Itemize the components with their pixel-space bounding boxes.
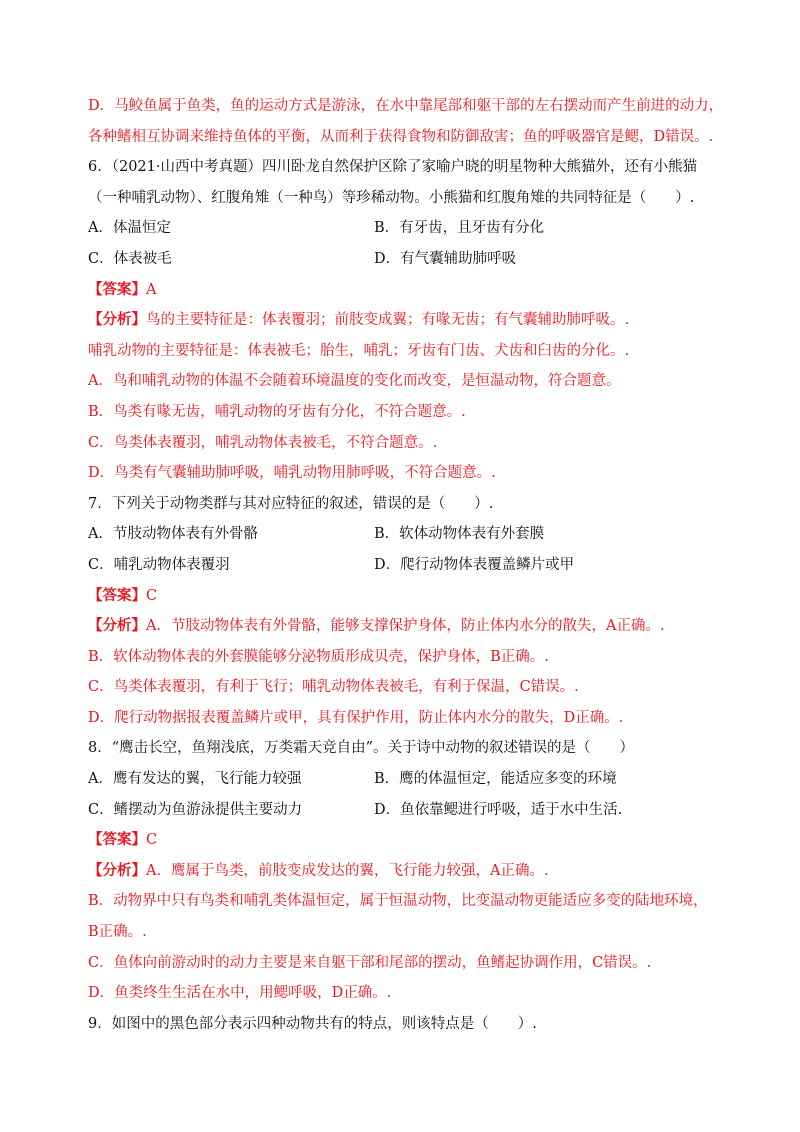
analysis-text: A．节肢动物体表有外骨骼，能够支撑保护身体，防止体内水分的散失，A正确。.	[146, 618, 665, 635]
q6-option-a: A．体温恒定	[88, 220, 171, 237]
answer-value: A	[146, 281, 157, 298]
q6-analysis-line	[88, 305, 730, 336]
q6-analysis-line: 哺乳动物的主要特征是：体表被毛；胎生，哺乳；牙齿有门齿、犬齿和臼齿的分化。.	[88, 342, 630, 359]
q6-option-b: B．有牙齿，且牙齿有分化	[374, 220, 545, 237]
q7-option-b: B．软体动物体表有外套膜	[374, 526, 545, 543]
q5-analysis-line: D．马鲛鱼属于鱼类，鱼的运动方式是游泳，在水中靠尾部和躯干部的左右摆动而产生前进的动力，	[88, 98, 724, 114]
q8-analysis-line: B．动物界中只有鸟类和哺乳类体温恒定，属于恒温动物，比变温动物更能适应多变的陆地环境，	[88, 893, 708, 910]
q9-stem: 9．如图中的黑色部分表示四种动物共有的特点，则该特点是（ ）.	[88, 1015, 537, 1032]
q8-options-row	[88, 795, 730, 826]
answer-label: 【答案】	[88, 280, 146, 298]
q8-answer	[88, 825, 730, 856]
q7-option-c: C．哺乳动物体表覆羽	[88, 556, 230, 573]
q6-option-c: C．体表被毛	[88, 250, 172, 267]
q6-options-row	[88, 244, 730, 275]
q8-analysis-line: B正确。.	[88, 924, 147, 941]
q7-analysis-line: B．软体动物体表的外套膜能够分泌物质形成贝壳，保护身体，B正确。.	[88, 648, 549, 665]
q6-option-d: D．有气囊辅助肺呼吸	[374, 250, 517, 267]
q8-option-d: D．鱼依靠鳃进行呼吸，适于水中生活.	[374, 801, 623, 818]
q8-analysis-line: D．鱼类终生生活在水中，用鳃呼吸，D正确。.	[88, 985, 392, 1002]
q8-option-c: C．鳍摆动为鱼游泳提供主要动力	[88, 801, 303, 818]
analysis-text: 鸟的主要特征是：体表覆羽；前肢变成翼；有喙无齿；有气囊辅助肺呼吸。.	[146, 312, 630, 329]
q7-analysis-line: C．鸟类体表覆羽，有利于飞行；哺乳动物体表被毛，有利于保温，C错误。.	[88, 679, 579, 696]
analysis-label: 【分析】	[88, 861, 146, 879]
q6-options-row	[88, 213, 730, 244]
answer-label: 【答案】	[88, 831, 146, 849]
q6-stem: 6．（2021·山西中考真题）四川卧龙自然保护区除了家喻户晓的明星物种大熊猫外，还有小熊猫	[88, 159, 697, 176]
q8-analysis-line	[88, 856, 730, 887]
q8-analysis-line: C．鱼体向前游动时的动力主要是来自躯干部和尾部的摆动，鱼鳍起协调作用，C错误。.	[88, 954, 652, 971]
q7-analysis-line	[88, 611, 730, 642]
answer-value: C	[146, 832, 158, 849]
q6-answer	[88, 275, 730, 306]
q7-stem: 7．下列关于动物类群与其对应特征的叙述，错误的是（ ）.	[88, 495, 494, 512]
analysis-label: 【分析】	[88, 311, 146, 329]
q8-option-b: B．鹰的体温恒定，能适应多变的环境	[374, 771, 617, 788]
q7-answer	[88, 581, 730, 612]
q7-options-row	[88, 550, 730, 581]
answer-value: C	[146, 587, 158, 604]
q6-analysis-line: D．鸟类有气囊辅助肺呼吸，哺乳动物用肺呼吸，不符合题意。.	[88, 465, 496, 482]
q7-option-d: D．爬行动物体表覆盖鳞片或甲	[374, 556, 575, 573]
q7-option-a: A．节肢动物体表有外骨骼	[88, 526, 258, 543]
q6-analysis-line: A．鸟和哺乳动物的体温不会随着环境温度的变化而改变，是恒温动物，符合题意。	[88, 373, 621, 390]
q6-analysis-line: C．鸟类体表覆羽，哺乳动物体表被毛，不符合题意。.	[88, 434, 438, 451]
q8-option-a: A．鹰有发达的翼，飞行能力较强	[88, 771, 302, 788]
q5-analysis-line: 各种鳍相互协调来维持鱼体的平衡，从而利于获得食物和防御敌害；鱼的呼吸器官是鳃，D错误。.	[88, 128, 714, 145]
q8-options-row	[88, 764, 730, 795]
q8-stem: 8．“鹰击长空，鱼翔浅底，万类霜天竞自由”。关于诗中动物的叙述错误的是（ ）	[88, 740, 635, 757]
q6-stem: （一种哺乳动物）、红腹角雉（一种鸟）等珍稀动物。小熊猫和红腹角雉的共同特征是（ ）.	[88, 189, 695, 206]
q7-analysis-line: D．爬行动物据报表覆盖鳞片或甲，具有保护作用，防止体内水分的散失，D正确。.	[88, 709, 624, 726]
analysis-text: A．鹰属于鸟类，前肢变成发达的翼，飞行能力较强，A正确。.	[146, 862, 549, 879]
q7-options-row	[88, 519, 730, 550]
analysis-label: 【分析】	[88, 617, 146, 635]
q6-analysis-line: B．鸟类有喙无齿，哺乳动物的牙齿有分化，不符合题意。.	[88, 403, 466, 420]
answer-label: 【答案】	[88, 586, 146, 604]
